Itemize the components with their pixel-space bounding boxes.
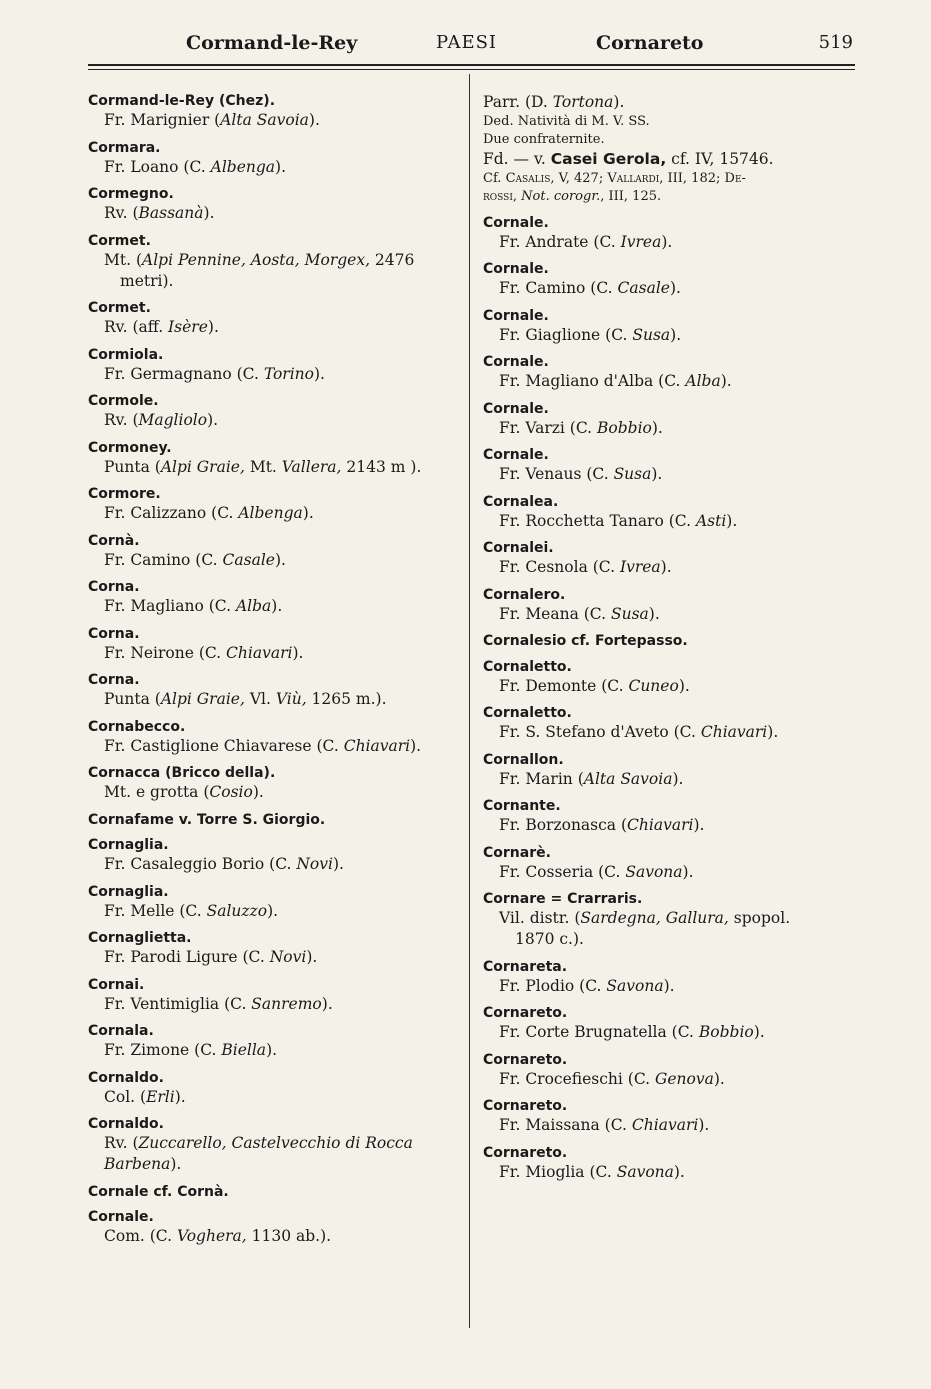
entry xyxy=(483,1097,858,1136)
header-rule-thin xyxy=(88,69,855,70)
entry-text: Fr. Camino (C. Casale). xyxy=(104,550,286,569)
entry xyxy=(483,844,858,883)
entry-text: Fr. Neirone (C. Chiavari). xyxy=(104,643,304,662)
entry xyxy=(483,586,858,625)
entry xyxy=(88,625,460,664)
headword: Cornaletto. xyxy=(483,705,572,721)
entry-text: Fr. Germagnano (C. Torino). xyxy=(104,364,325,383)
entry-text: Mt. (Alpi Pennine, Aosta, Morgex, 2476 metri). xyxy=(104,250,415,290)
headword: Cornabecco. xyxy=(88,718,186,735)
headword: Cornalei. xyxy=(483,540,554,556)
entry-text: Rv. (Zuccarello, Castelvecchio di Rocca Barbena). xyxy=(104,1134,413,1173)
entry-text: Fr. Casaleggio Borio (C. Novi). xyxy=(104,855,344,873)
entry xyxy=(483,493,858,532)
entry xyxy=(483,353,858,392)
entry-continuation xyxy=(483,92,858,206)
headword: Cornalero. xyxy=(483,586,566,603)
entry-text: Parr. (D. Tortona). xyxy=(483,93,625,111)
entry xyxy=(88,139,460,178)
entry xyxy=(88,299,460,338)
entry-text: Fr. Castiglione Chiavarese (C. Chiavari). xyxy=(104,736,422,755)
headword: Cornale. xyxy=(483,447,549,463)
dedication: Ded. Natività di M. V. SS. xyxy=(483,114,650,129)
entry-text: Fr. Calizzano (C. Albenga). xyxy=(104,504,314,522)
page-number: 519 xyxy=(818,32,853,53)
entry-text: Fr. Varzi (C. Bobbio). xyxy=(499,418,663,437)
entry xyxy=(88,185,460,224)
entry-text: Fr. Ventimiglia (C. Sanremo). xyxy=(104,994,333,1013)
headword: Cornalea. xyxy=(483,493,559,510)
entry xyxy=(483,797,858,836)
entry xyxy=(483,260,858,299)
headword: Cormoney. xyxy=(88,439,172,456)
headword: Cornacca (Bricco della). xyxy=(88,765,276,781)
entry xyxy=(88,578,460,617)
header-right-word: Cornareto xyxy=(596,32,704,54)
entry-text: Fr. Borzonasca (Chiavari). xyxy=(499,816,705,834)
headword: Cornalesio cf. Fortepasso. xyxy=(483,633,688,649)
headword: Cornaldo. xyxy=(88,1069,164,1086)
entry xyxy=(483,890,858,950)
headword: Cornallon. xyxy=(483,751,564,768)
entry-text: Fr. Meana (C. Susa). xyxy=(499,604,660,623)
fd-reference: Fd. — v. Casei Gerola, cf. IV, 15746. xyxy=(483,150,774,168)
entry-text: Fr. Magliano (C. Alba). xyxy=(104,597,283,615)
headword: Cornaldo. xyxy=(88,1116,164,1132)
headword: Cornale. xyxy=(483,214,549,231)
entry-text: Fr. Cesnola (C. Ivrea). xyxy=(499,558,672,576)
entry xyxy=(88,1183,460,1201)
headword: Cornareto. xyxy=(483,1144,568,1161)
entry xyxy=(483,632,858,650)
headword: Cornafame v. Torre S. Giorgio. xyxy=(88,811,326,828)
entry xyxy=(88,92,460,131)
headword: Cormiola. xyxy=(88,346,164,363)
headword: Cornala. xyxy=(88,1023,154,1039)
entry-text: Fr. Demonte (C. Cuneo). xyxy=(499,676,690,695)
entry-text: Fr. Cosseria (C. Savona). xyxy=(499,862,694,881)
entry xyxy=(88,232,460,292)
right-column xyxy=(483,92,858,1190)
headword: Cormet. xyxy=(88,232,151,249)
headword: Corna. xyxy=(88,672,140,688)
entry-text: Fr. Corte Brugnatella (C. Bobbio). xyxy=(499,1023,765,1041)
entry-text: Fr. Andrate (C. Ivrea). xyxy=(499,232,673,251)
headword: Cornare = Crarraris. xyxy=(483,891,643,907)
entry-text: Fr. Magliano d'Alba (C. Alba). xyxy=(499,372,732,390)
headword: Cornareto. xyxy=(483,1051,568,1068)
headword: Corna. xyxy=(88,579,140,595)
entry xyxy=(483,1004,858,1043)
entry xyxy=(88,718,460,757)
entry xyxy=(483,539,858,578)
headword: Cornaglia. xyxy=(88,837,169,853)
entry xyxy=(88,439,460,478)
entry-text: Fr. Loano (C. Albenga). xyxy=(104,157,287,176)
entry xyxy=(483,958,858,997)
entry xyxy=(88,1208,460,1247)
entry xyxy=(88,532,460,571)
headword: Cornale. xyxy=(483,307,549,324)
entry-text: Fr. Melle (C. Saluzzo). xyxy=(104,901,279,920)
header-left-word: Cormand-le-Rey xyxy=(186,32,358,54)
entry xyxy=(483,446,858,485)
headword: Cornale cf. Cornà. xyxy=(88,1183,229,1200)
entry-text: Col. (Erli). xyxy=(104,1087,186,1106)
headword: Cornarè. xyxy=(483,844,551,861)
entry-text: Rv. (Bassanà). xyxy=(104,204,215,222)
headword: Cornareto. xyxy=(483,1005,568,1021)
headword: Cormet. xyxy=(88,300,151,316)
entry xyxy=(483,307,858,346)
entry xyxy=(88,392,460,431)
entry-text: Fr. Rocchetta Tanaro (C. Asti). xyxy=(499,511,738,530)
entry-text: Fr. Maissana (C. Chiavari). xyxy=(499,1116,710,1134)
entry-text: Fr. Marin (Alta Savoia). xyxy=(499,769,684,788)
confraternity-note: Due confraternite. xyxy=(483,132,605,147)
entry-text: Fr. Venaus (C. Susa). xyxy=(499,465,663,483)
entry-text: Fr. Giaglione (C. Susa). xyxy=(499,325,682,344)
entry xyxy=(88,1115,460,1175)
entry-text: Rv. (aff. Isère). xyxy=(104,318,219,336)
entry xyxy=(88,836,460,875)
entry-text: Fr. Mioglia (C. Savona). xyxy=(499,1162,685,1181)
entry xyxy=(88,346,460,385)
headword: Cornai. xyxy=(88,976,145,993)
entry-text: Fr. Camino (C. Casale). xyxy=(499,279,681,297)
headword: Cormore. xyxy=(88,486,161,502)
entry xyxy=(88,811,460,829)
entry xyxy=(88,1022,460,1061)
entry xyxy=(88,929,460,968)
entry xyxy=(483,214,858,253)
entry xyxy=(483,400,858,439)
headword: Cornà. xyxy=(88,532,140,549)
entry-text: Fr. Zimone (C. Biella). xyxy=(104,1041,278,1059)
entry xyxy=(483,658,858,697)
entry xyxy=(88,671,460,710)
left-column xyxy=(88,92,460,1255)
entry-text: Fr. Parodi Ligure (C. Novi). xyxy=(104,948,318,966)
entry-text: Vil. distr. (Sardegna, Gallura, spopol. 1870 c.). xyxy=(499,909,791,948)
entry xyxy=(483,1144,858,1183)
header-rule-thick xyxy=(88,64,855,66)
entry-text: Mt. e grotta (Cosio). xyxy=(104,783,264,801)
entry-text: Fr. Marignier (Alta Savoia). xyxy=(104,111,320,129)
entry-text: Fr. Crocefieschi (C. Genova). xyxy=(499,1069,725,1088)
entry-text: Fr. Plodio (C. Savona). xyxy=(499,976,675,995)
entry xyxy=(88,1069,460,1108)
headword: Cornaglietta. xyxy=(88,930,192,946)
headword: Cornale. xyxy=(483,354,549,370)
entry-text: Fr. S. Stefano d'Aveto (C. Chiavari). xyxy=(499,723,779,741)
headword: Cornale. xyxy=(483,261,549,277)
entry-text: Punta (Alpi Graie, Vl. Viù, 1265 m.). xyxy=(104,690,387,708)
entry xyxy=(88,883,460,922)
headword: Cormole. xyxy=(88,393,159,409)
entry xyxy=(88,485,460,524)
entry-text: Com. (C. Voghera, 1130 ab.). xyxy=(104,1227,332,1245)
headword: Cormand-le-Rey (Chez). xyxy=(88,93,276,109)
entry xyxy=(483,704,858,743)
header-section: PAESI xyxy=(436,32,498,53)
headword: Cormara. xyxy=(88,139,161,156)
headword: Cornareta. xyxy=(483,958,568,975)
entry xyxy=(483,751,858,790)
headword: Cornaglia. xyxy=(88,883,169,900)
entry xyxy=(483,1051,858,1090)
headword: Cornante. xyxy=(483,798,561,814)
headword: Cornaletto. xyxy=(483,658,572,675)
bibliography: Cf. Casalis, V, 427; Vallardi, III, 182; De- rossi, Not. corogr., III, 125. xyxy=(483,171,746,204)
headword: Corna. xyxy=(88,625,140,642)
entry-text: Rv. (Magliolo). xyxy=(104,411,219,429)
running-header xyxy=(88,30,853,60)
entry xyxy=(88,764,460,803)
headword: Cornareto. xyxy=(483,1098,568,1114)
entry xyxy=(88,976,460,1015)
headword: Cornale. xyxy=(88,1209,154,1225)
headword: Cornale. xyxy=(483,400,549,417)
entry-text: Punta (Alpi Graie, Mt. Vallera, 2143 m ). xyxy=(104,457,422,476)
column-divider xyxy=(469,74,470,1328)
headword: Cormegno. xyxy=(88,186,174,202)
